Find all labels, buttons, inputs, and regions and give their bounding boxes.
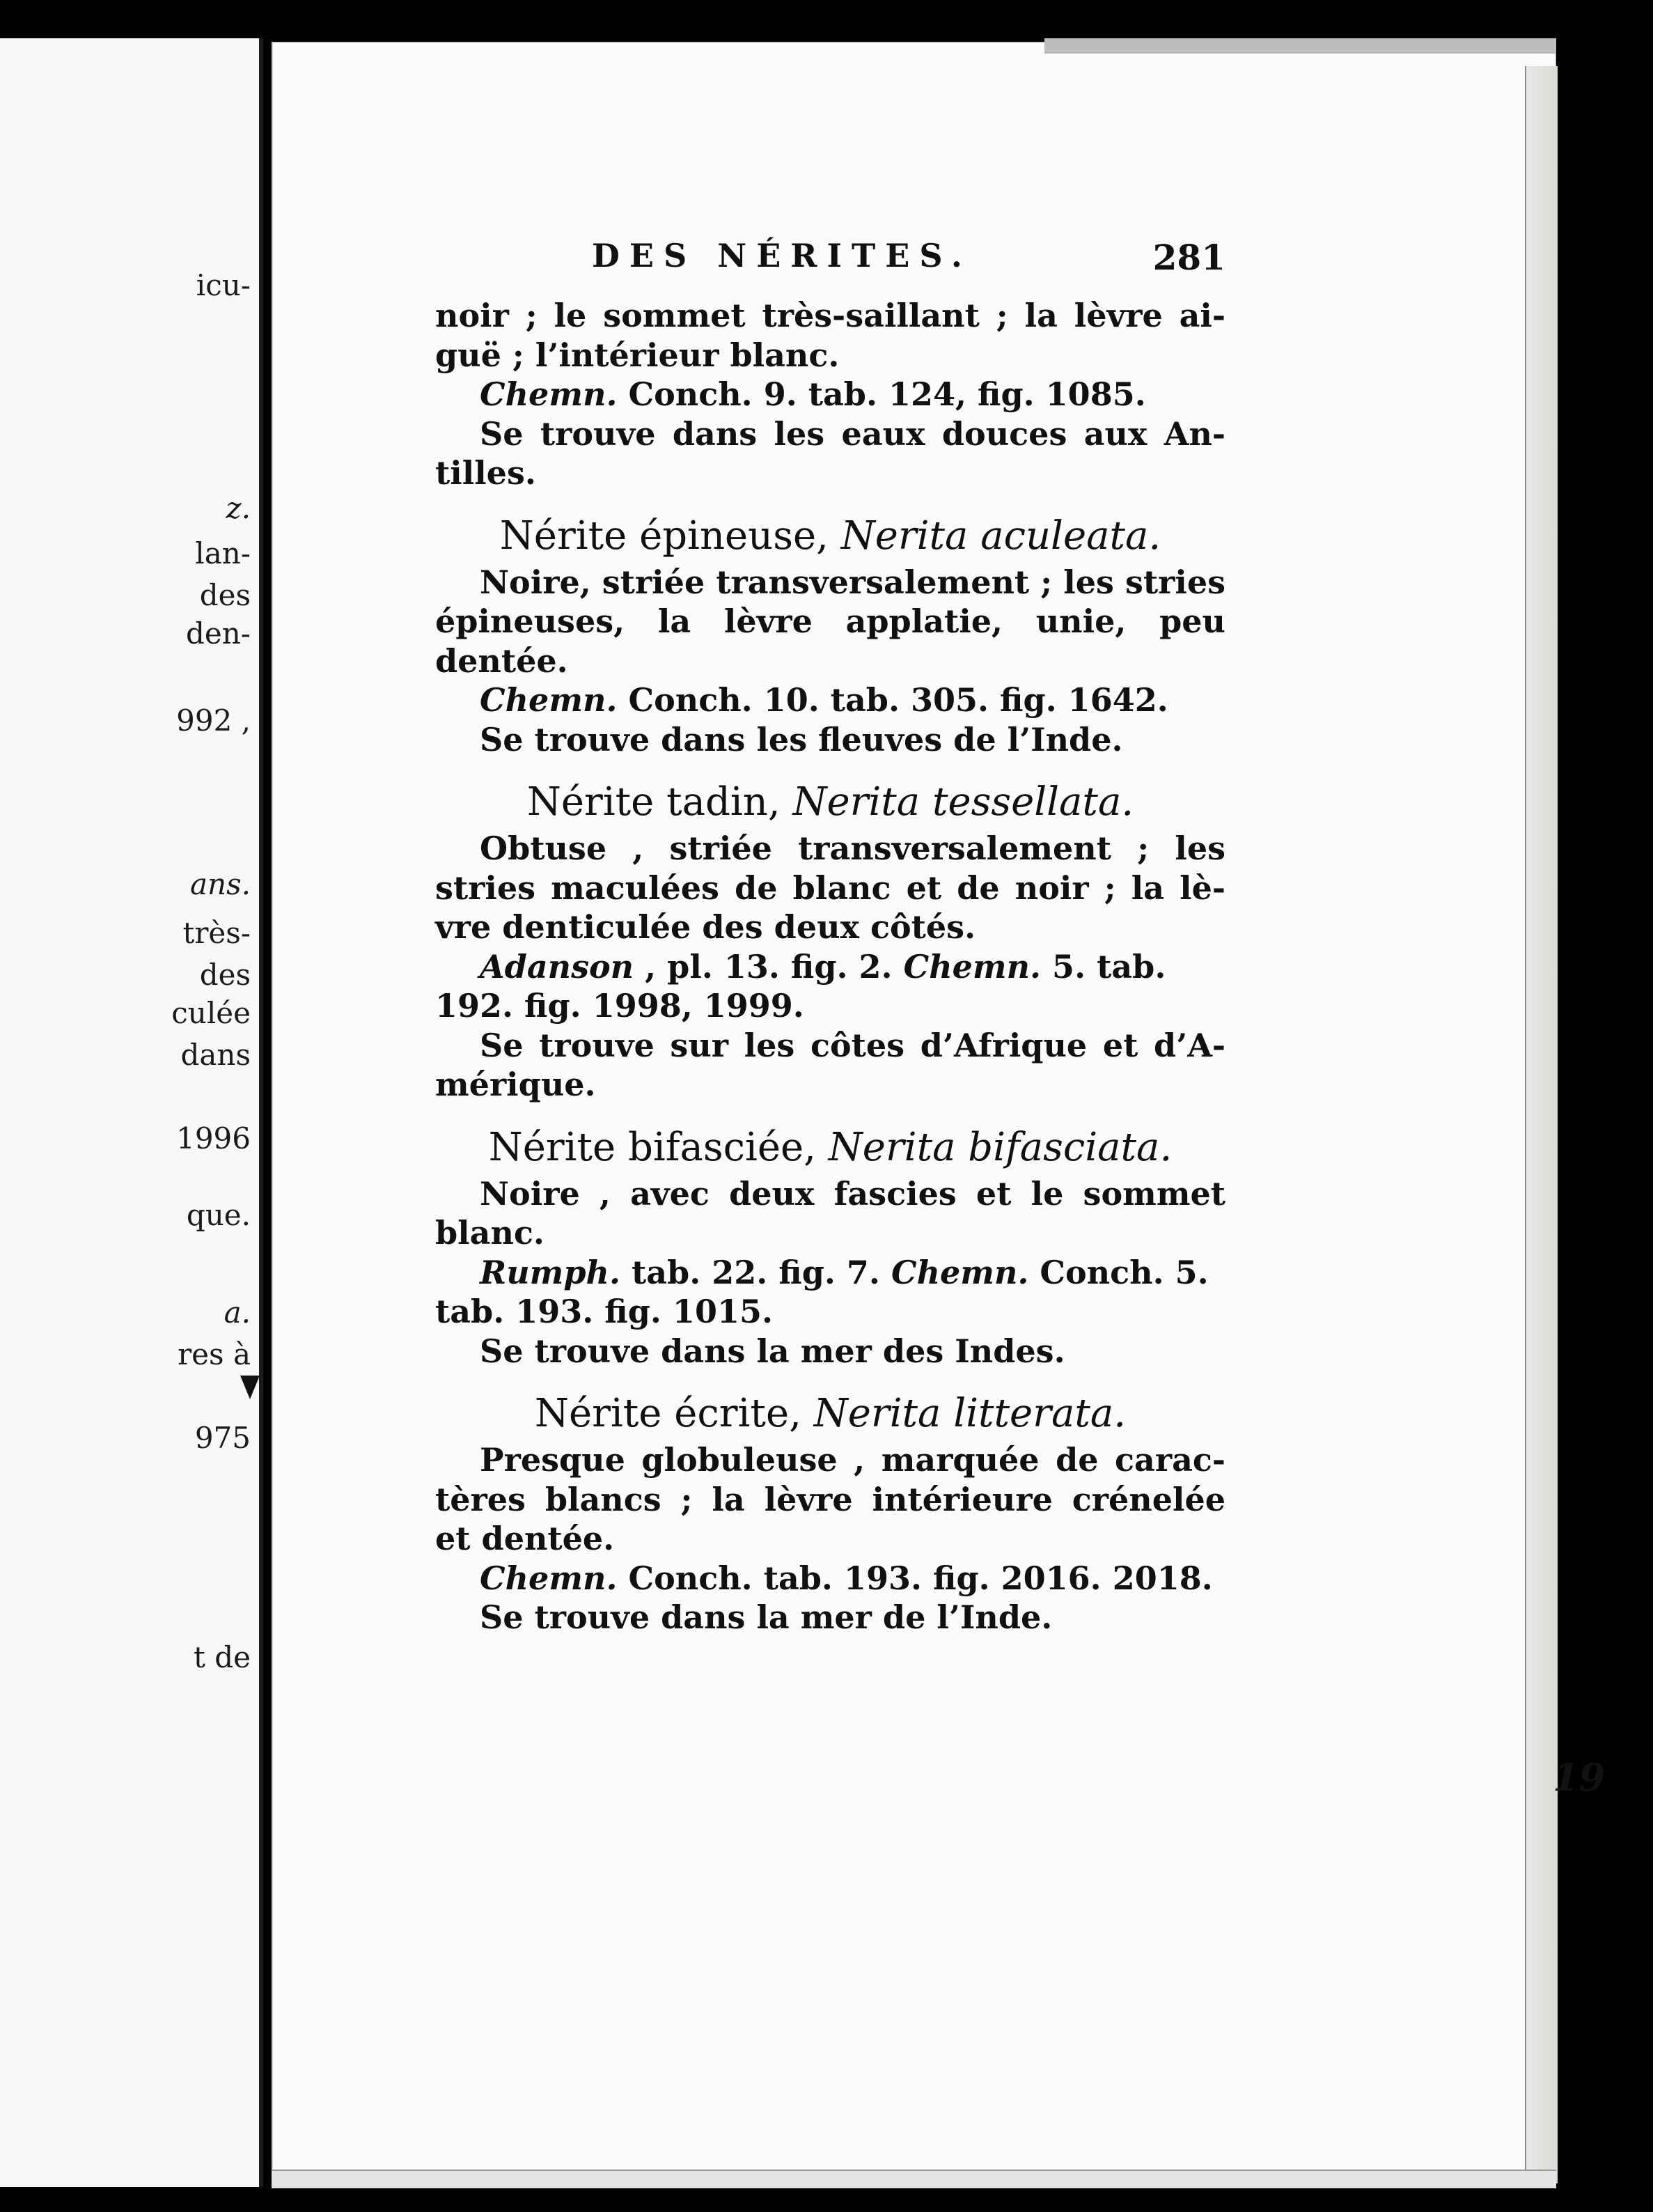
page-top-edge [1044,38,1556,54]
text-line: guë ; l’intérieur blanc. [435,336,840,374]
reference-line [435,1292,1225,1332]
continuation [435,296,1225,493]
reference-author: Chemn. [480,1559,618,1597]
description-line: Presque globuleuse , marquée de carac- [480,1441,1225,1479]
page-bottom-edge [272,2170,1556,2188]
reference-text: tab. 22. fig. 7. [620,1253,891,1291]
description-line: Obtuse , striée transversalement ; les [480,830,1225,867]
left-fragment: 1996 [176,1121,251,1155]
common-name: Nérite écrite, [534,1391,814,1436]
habitat-line: Se trouve sur les côtes d’Afrique et d’A- [480,1026,1225,1064]
description-line: et dentée. [435,1520,615,1557]
species-heading [435,514,1225,559]
description-line: Noire, striée transversalement ; les stries [480,563,1225,601]
page-right-edge [1525,66,1558,2183]
left-fragment: des [199,578,251,612]
reference-text: Conch. 9. tab. 124, fig. 1085. [617,375,1146,413]
description-line: épineuses, la lèvre applatie, unie, peu [435,602,1225,640]
latin-name: Nerita aculeata. [840,513,1161,559]
text-block [435,296,1225,1637]
reference-author: Adanson [480,947,634,986]
habitat-line: tilles. [435,454,536,492]
left-fragment: ans. [190,867,251,901]
left-fragment: 975 [194,1421,251,1455]
reference-text: 5. tab. [1041,947,1166,986]
common-name: Nérite bifasciée, [488,1124,829,1170]
left-fragment: 992 , [176,703,251,738]
latin-name: Nerita tessellata. [792,779,1134,825]
species-entry [435,780,1225,1105]
species-heading [435,1126,1225,1170]
reference-text: tab. 193. fig. 1015. [435,1293,773,1330]
reference-author: Rumph. [480,1253,620,1291]
description-line: vre denticulée des deux côtés. [435,908,976,946]
reference-text: Conch. 5. [1028,1253,1209,1291]
left-page [0,38,263,2187]
habitat-line: Se trouve dans la mer des Indes. [480,1332,1065,1370]
left-fragment: des [199,958,251,992]
reference-line [435,680,1225,720]
left-fragment: z. [226,491,251,525]
left-fragment: très- [182,916,251,950]
header-title: DES NÉRITES. [592,237,972,274]
species-heading [435,1392,1225,1436]
reference-author: Chemn. [903,947,1042,986]
species-entry [435,514,1225,760]
reference-line [435,986,1225,1026]
common-name: Nérite épineuse, [499,513,841,559]
left-fragment: lan- [195,536,251,570]
common-name: Nérite tadin, [526,779,793,825]
latin-name: Nerita bifasciata. [828,1124,1173,1170]
left-fragment: a. [224,1295,251,1330]
habitat-line: Se trouve dans les eaux douces aux An- [480,414,1225,453]
description-line: Noire , avec deux fascies et le sommet [480,1174,1225,1213]
entries-list [435,514,1225,1637]
description-line: dentée. [435,641,568,680]
reference-author: Chemn. [891,1253,1029,1291]
spine-mark [240,1376,260,1399]
left-fragment: icu- [196,268,251,302]
habitat-line: Se trouve dans la mer de l’Inde. [480,1598,1053,1636]
habitat-line: mérique. [435,1066,596,1103]
reference-text: Conch. 10. tab. 305. fig. 1642. [617,681,1168,719]
reference-author: Chemn. [480,681,618,719]
left-fragment: que. [186,1198,251,1232]
left-fragment: culée [171,996,251,1030]
page-number: 281 [1152,237,1225,278]
running-head [592,237,1225,279]
description-line: stries maculées de blanc et de noir ; la lè- [435,869,1225,907]
reference-text: Conch. tab. 193. fig. 2016. 2018. [617,1559,1213,1597]
latin-name: Nerita litterata. [813,1391,1127,1436]
reference-author: Chemn. [480,375,618,413]
species-entry [435,1126,1225,1371]
text-line: noir ; le sommet très-saillant ; la lèvre ai- [435,297,1225,334]
description-line: tères blancs ; la lèvre intérieure crénelée [435,1480,1225,1518]
species-entry [435,1392,1225,1637]
reference-text: 192. fig. 1998, 1999. [435,987,804,1025]
reference-line [435,375,1225,414]
signature-mark: 19 [1553,1755,1606,1800]
left-fragment: t de [194,1640,251,1674]
reference-text: , pl. 13. fig. 2. [634,947,904,986]
reference-line [435,1559,1225,1598]
left-fragment: dans [180,1038,251,1072]
description-line: blanc. [435,1214,545,1252]
left-fragment: res à [178,1337,251,1371]
species-heading [435,780,1225,825]
reference-line [435,947,1225,987]
habitat-line: Se trouve dans les fleuves de l’Inde. [480,720,1123,758]
reference-line [435,1253,1225,1293]
left-fragment: den- [186,616,251,651]
